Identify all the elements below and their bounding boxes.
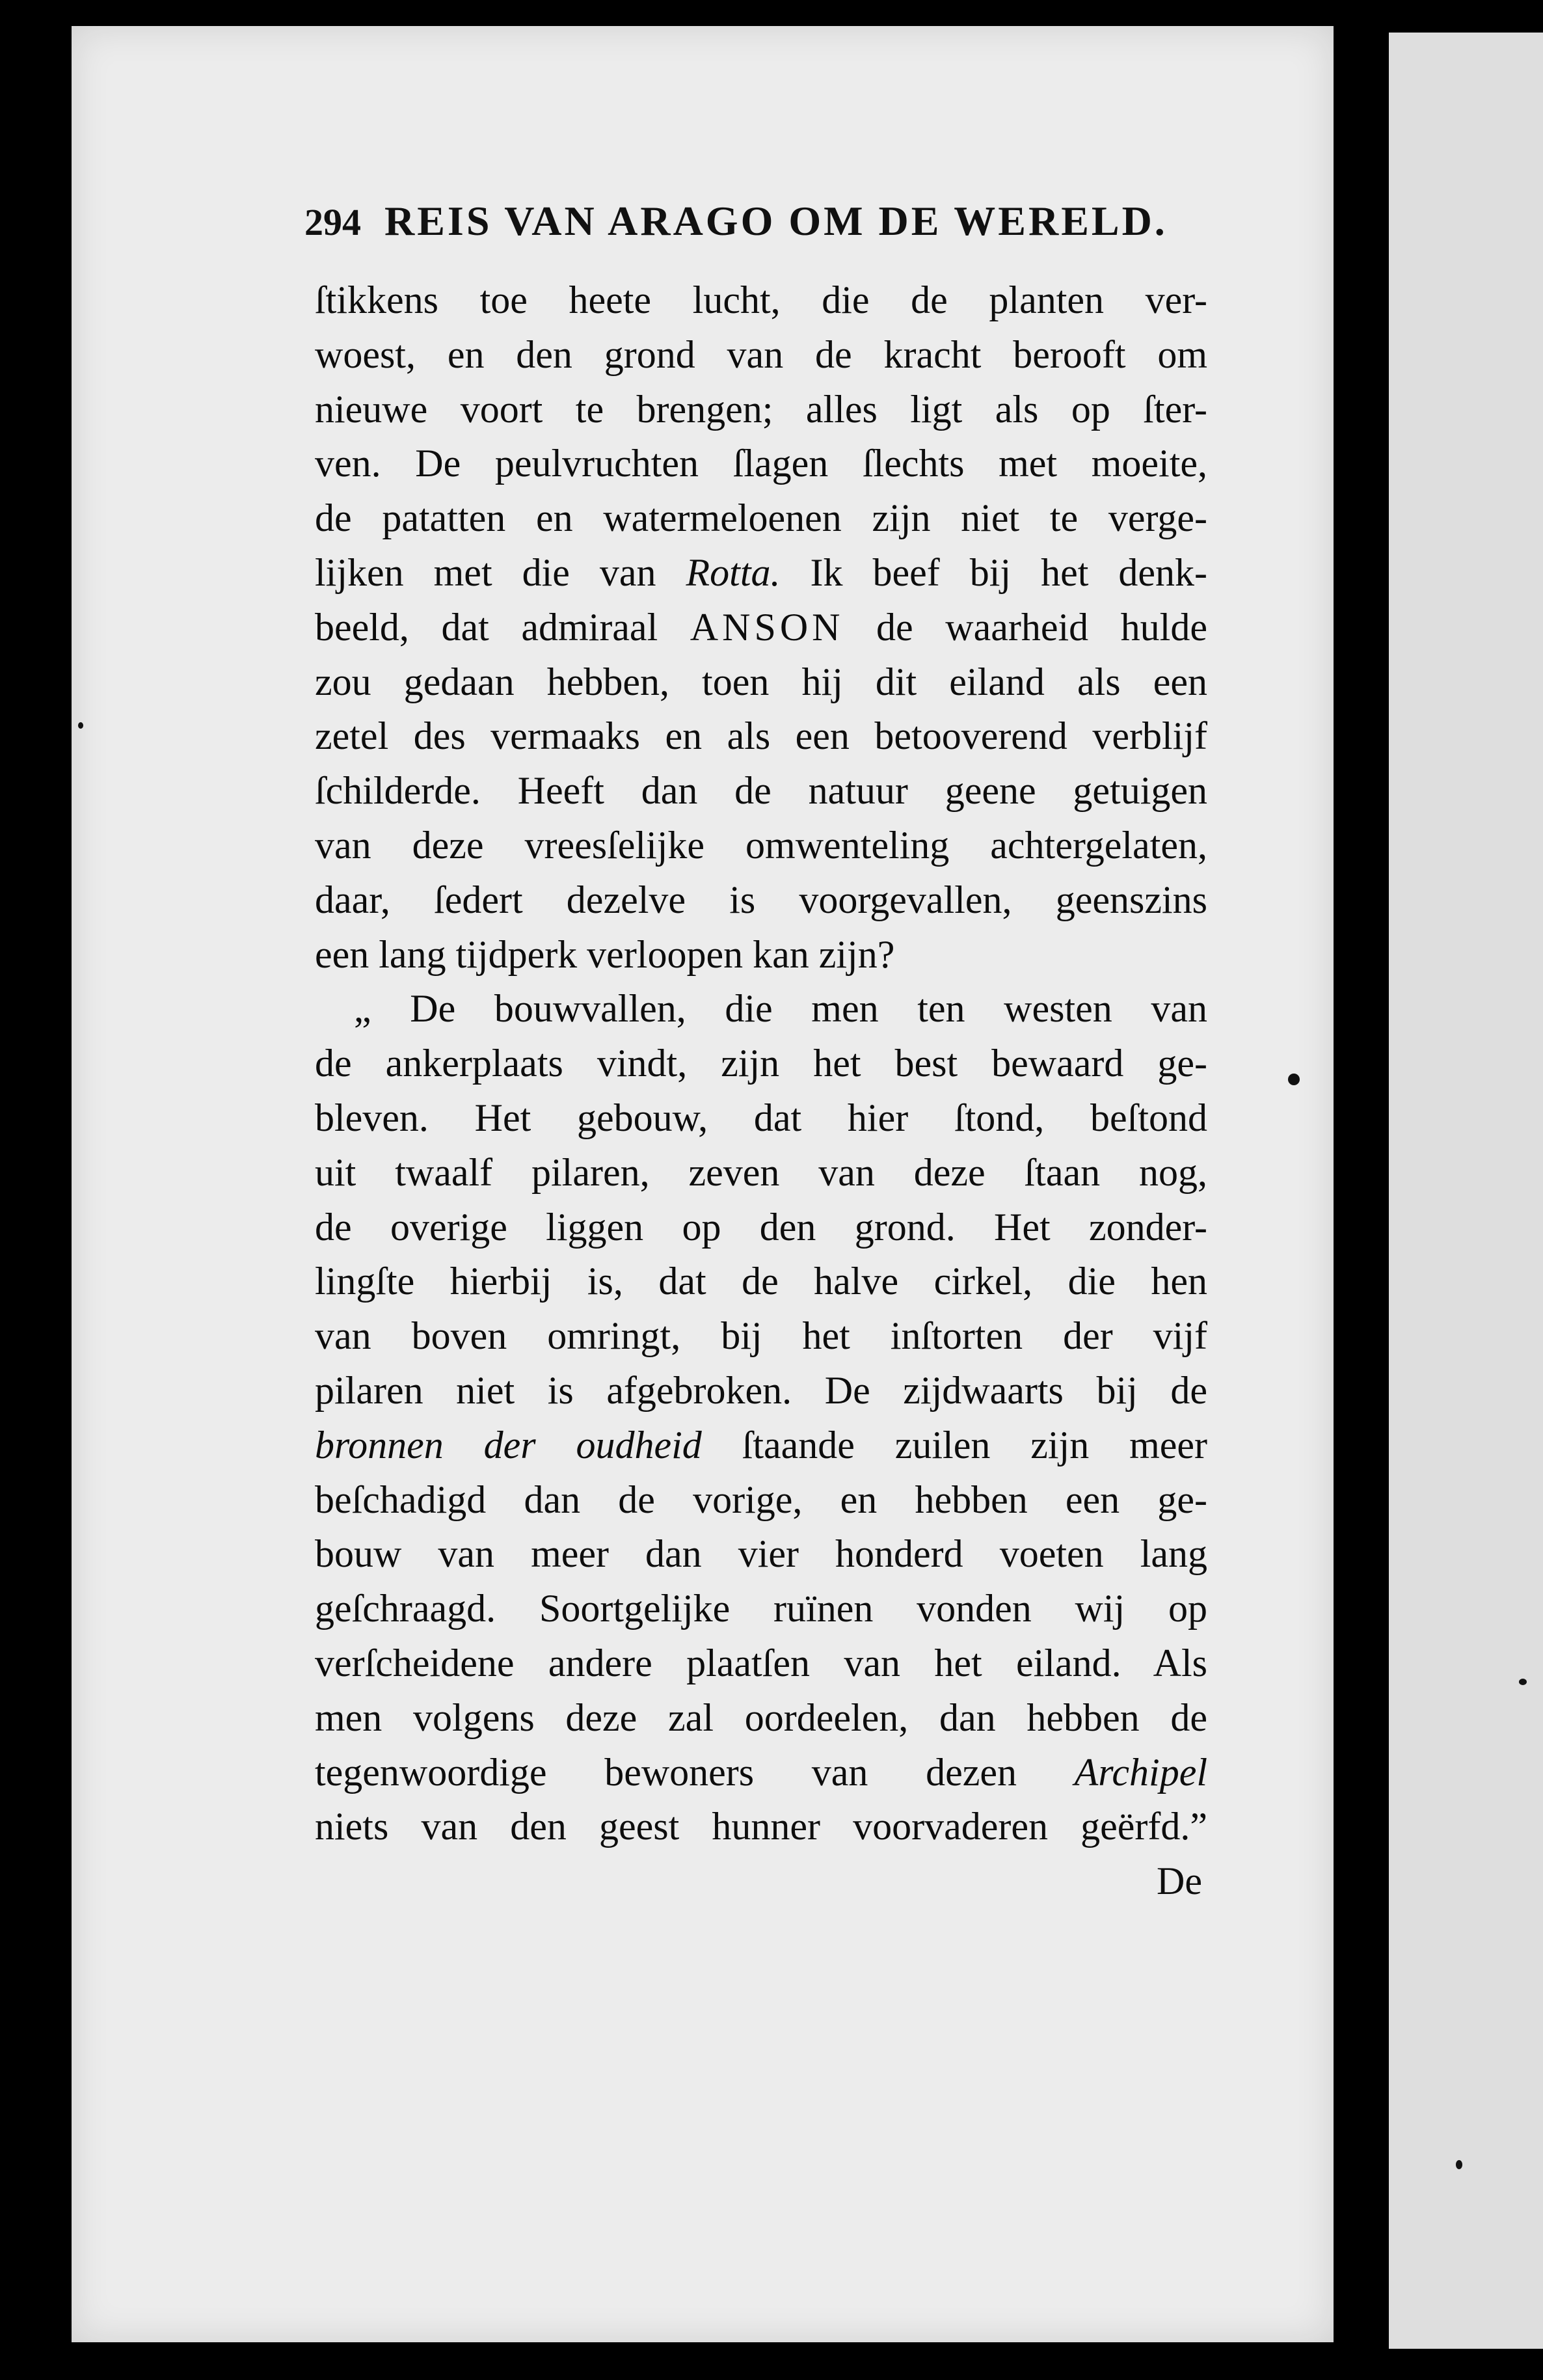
catchword: De bbox=[1157, 1859, 1202, 1903]
text-line: nieuwe voort te brengen; alles ligt als op ſter- bbox=[315, 387, 1207, 431]
text-line: ven. De peulvruchten ſlagen ſlechts met moeite, bbox=[315, 442, 1207, 485]
italic-phrase: bronnen der oudheid bbox=[315, 1423, 702, 1467]
text-line: de patatten en watermeloenen zijn niet te verge- bbox=[315, 496, 1207, 540]
facing-page-edge bbox=[1389, 33, 1543, 2349]
line-segment: de waarheid hulde bbox=[844, 605, 1207, 649]
text-line: beſchadigd dan de vorige, en hebben een ge- bbox=[315, 1478, 1207, 1521]
text-line: zetel des vermaaks en als een betooverend verblijf bbox=[315, 714, 1207, 758]
text-line: daar, ſedert dezelve is voorgevallen, geenszins bbox=[315, 878, 1207, 921]
small-caps-name: ANSON bbox=[690, 605, 844, 649]
text-line: van boven omringt, bij het inſtorten der vijf bbox=[315, 1314, 1207, 1358]
running-title: REIS VAN ARAGO OM DE WERELD. bbox=[384, 198, 1168, 244]
line-segment: ſtaande zuilen zijn meer bbox=[701, 1423, 1207, 1467]
text-line bbox=[315, 601, 1207, 655]
text-line: „ De bouwvallen, die men ten westen van bbox=[354, 987, 1207, 1031]
scan-speck bbox=[1288, 1074, 1300, 1085]
text-line bbox=[315, 1418, 1207, 1473]
page-gutter bbox=[1334, 0, 1389, 2380]
text-line: bouw van meer dan vier honderd voeten lang bbox=[315, 1532, 1207, 1576]
line-segment: lijken met die van bbox=[315, 550, 686, 594]
text-line: woest, en den grond van de kracht berooft om bbox=[315, 332, 1207, 376]
text-line bbox=[315, 1746, 1207, 1800]
scan-speck bbox=[78, 722, 83, 729]
text-line: van deze vreesſelijke omwenteling achtergelaten, bbox=[315, 823, 1207, 867]
text-line: ſchilderde. Heeft dan de natuur geene getuigen bbox=[315, 769, 1207, 813]
text-line: bleven. Het gebouw, dat hier ſtond, beſtond bbox=[315, 1096, 1207, 1139]
text-line: uit twaalf pilaren, zeven van deze ſtaan nog, bbox=[315, 1150, 1207, 1194]
italic-phrase: Rotta. bbox=[686, 550, 781, 594]
text-line: verſcheidene andere plaatſen van het eiland. Als bbox=[315, 1641, 1207, 1684]
text-line bbox=[315, 546, 1207, 601]
text-line: de ankerplaats vindt, zijn het best bewaard ge- bbox=[315, 1042, 1207, 1085]
running-header bbox=[304, 195, 1215, 247]
scan-speck bbox=[1519, 1679, 1527, 1685]
text-line: geſchraagd. Soortgelijke ruïnen vonden wij op bbox=[315, 1587, 1207, 1630]
text-line: de overige liggen op den grond. Het zonder- bbox=[315, 1205, 1207, 1249]
scan-speck bbox=[1456, 2160, 1462, 2169]
italic-phrase: Archipel bbox=[1074, 1750, 1207, 1794]
line-segment: beeld, dat admiraal bbox=[315, 605, 690, 649]
text-line: pilaren niet is afgebroken. De zijdwaarts bij de bbox=[315, 1368, 1207, 1412]
text-line: lingſte hierbij is, dat de halve cirkel, die hen bbox=[315, 1260, 1207, 1303]
line-segment: Ik beef bij het denk- bbox=[780, 550, 1207, 594]
text-line: men volgens deze zal oordeelen, dan hebben de bbox=[315, 1696, 1207, 1739]
text-line: zou gedaan hebben, toen hij dit eiland als een bbox=[315, 660, 1207, 703]
text-line: ſtikkens toe heete lucht, die de planten ver- bbox=[315, 278, 1207, 321]
page-number: 294 bbox=[304, 201, 361, 243]
body-text bbox=[315, 273, 1207, 1909]
text-line: een lang tijdperk verloopen kan zijn? bbox=[315, 932, 895, 976]
line-segment: tegenwoordige bewoners van dezen bbox=[315, 1750, 1075, 1794]
text-line: niets van den geest hunner voorvaderen geërfd.” bbox=[315, 1805, 1207, 1848]
